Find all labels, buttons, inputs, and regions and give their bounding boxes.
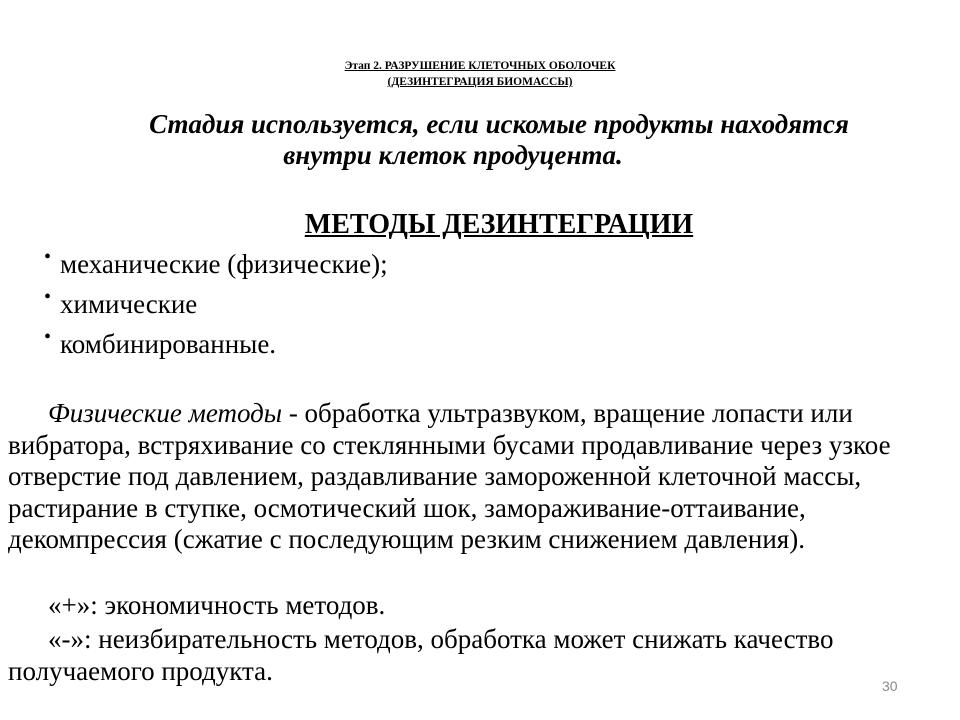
methods-item-label: механические (физические); [60,249,388,279]
methods-list-item [44,284,388,324]
methods-list [44,244,388,364]
bullet-icon: • [44,246,52,268]
stage-statement-line-1: Стадия используется, если искомые продукты находятся [149,109,849,139]
bullet-icon: • [44,286,52,308]
methods-title: МЕТОДЫ ДЕЗИНТЕГРАЦИИ [304,209,694,240]
stage-heading-line-1: Этап 2. РАЗРУШЕНИЕ КЛЕТОЧНЫХ ОБОЛОЧЕК [344,60,616,72]
methods-list-item [44,324,388,364]
page-number: 30 [882,678,898,694]
disadvantages-paragraph: «-»: неизбирательность методов, обработка может снижать качество получаемого продукта. [8,624,834,686]
methods-item-label: химические [60,289,198,319]
stage-statement-line-2: внутри клеток продуцента. [283,140,623,170]
physical-methods-text: - обработка ультразвуком, вращение лопасти или вибратора, встряхивание со стеклянными бусами продавливание через узкое отверстие под давлением, раздавливание замороженной клеточной массы, растирание в ступке, осмотический шок, замораживание-оттаивание, декомпрессия (сжатие с последующим резким снижением давления). [8,398,891,554]
physical-methods-lead: Физические методы [48,398,283,428]
methods-list-item [44,244,388,284]
methods-item-label: комбинированные. [60,329,277,359]
stage-heading-line-2: (ДЕЗИНТЕГРАЦИЯ БИОМАССЫ) [387,76,573,88]
advantages-paragraph: «+»: экономичность методов. [48,590,386,620]
bullet-icon: • [44,326,52,348]
physical-methods-paragraph [8,398,953,556]
